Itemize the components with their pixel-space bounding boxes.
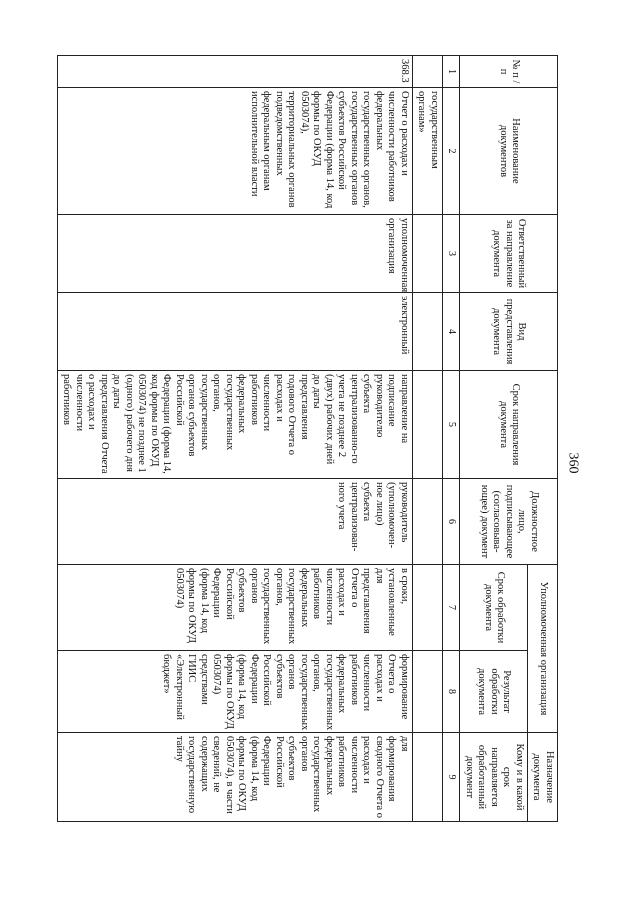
- header-processing-result: Результат обработки документа: [460, 651, 528, 733]
- header-authorized-organization: Уполномоченная организация: [528, 565, 558, 733]
- header-processing-term: Срок обработки документа: [460, 565, 528, 651]
- cell: [413, 293, 443, 371]
- cell: [413, 371, 443, 479]
- header-deadline: Срок направления документа: [460, 371, 558, 479]
- header-document-name: Наименование документов: [460, 88, 558, 215]
- header-recipient: Кому и в какой срок направляется обработанный документ: [460, 733, 528, 822]
- col-number: 9: [443, 733, 461, 822]
- col-number: 5: [443, 371, 461, 479]
- document-table: [57, 55, 558, 822]
- deadline: направление на подписание руководителю субъекта централизованно-го учета не позднее 2 (двух) рабочих дней до даты представления годового Отчета о расходах и численности работников федеральных государственных органов, государственных органов субъектов Российской Федерации (форма 14, код формы по ОКУД 0503074) не позднее 1 (одного) рабочего дня до даты представления Отчета о расходах и численности работников: [58, 371, 413, 479]
- table-row: [58, 56, 413, 822]
- cell: [413, 56, 443, 88]
- col-number: 2: [443, 88, 461, 215]
- col-number: 7: [443, 565, 461, 651]
- document-name: Отчет о расходах и численности работников федеральных государственных органов, государственных органов субъектов Российской Федерации (форма 14, код формы по ОКУД 0503074), территориальных органов подведомственных федеральным органам исполнительной власти: [58, 88, 413, 215]
- cell: [413, 215, 443, 293]
- column-numbers-row: [443, 56, 461, 822]
- col-number: 8: [443, 651, 461, 733]
- responsible: уполномоченная организация: [58, 215, 413, 293]
- cell: [413, 651, 443, 733]
- col-number: 6: [443, 479, 461, 565]
- header-official: Должностное лицо, подписывающее (согласовыва-ющее) документ: [460, 479, 558, 565]
- header-presentation-type: Вид представления документа: [460, 293, 558, 371]
- cell: [413, 565, 443, 651]
- page-number: 360: [565, 452, 581, 474]
- rotated-page: [61, 55, 558, 821]
- col-number: 1: [443, 56, 461, 88]
- row-number: 368.3: [58, 56, 413, 88]
- cell: [413, 733, 443, 822]
- presentation-type: электронный: [58, 293, 413, 371]
- header-number: № п / п: [460, 56, 558, 88]
- continuation-row: [413, 56, 443, 822]
- processing-term: в сроки, установленные для представления Отчета о расходах и численности работников федеральных государственных органов, государственных органов субъектов Российской Федерации (форма 14, код формы по ОКУД 0503074): [58, 565, 413, 651]
- col-number: 3: [443, 215, 461, 293]
- processing-result: формирование Отчета о расходах и численности работников федеральных государственных органов, государственных органов субъектов Российской Федерации (форма 14, код формы по ОКУД 0503074) средствами ГИИС «Электронный бюджет»: [58, 651, 413, 733]
- cell: [413, 479, 443, 565]
- header-document-purpose: Назначение документа: [528, 733, 558, 822]
- official: руководитель (уполномочен-ное лицо) субъекта централизован-ного учета: [58, 479, 413, 565]
- cell: государственным органам»: [413, 88, 443, 215]
- recipient: для формирования сводного Отчета о расходах и численности работников федеральных государственных органов субъектов Российской Федерации (форма 14, код формы по ОКУД 0503074), в части сведений, не содержащих государственную тайну: [58, 733, 413, 822]
- col-number: 4: [443, 293, 461, 371]
- header-responsible: Ответственный за направление документа: [460, 215, 558, 293]
